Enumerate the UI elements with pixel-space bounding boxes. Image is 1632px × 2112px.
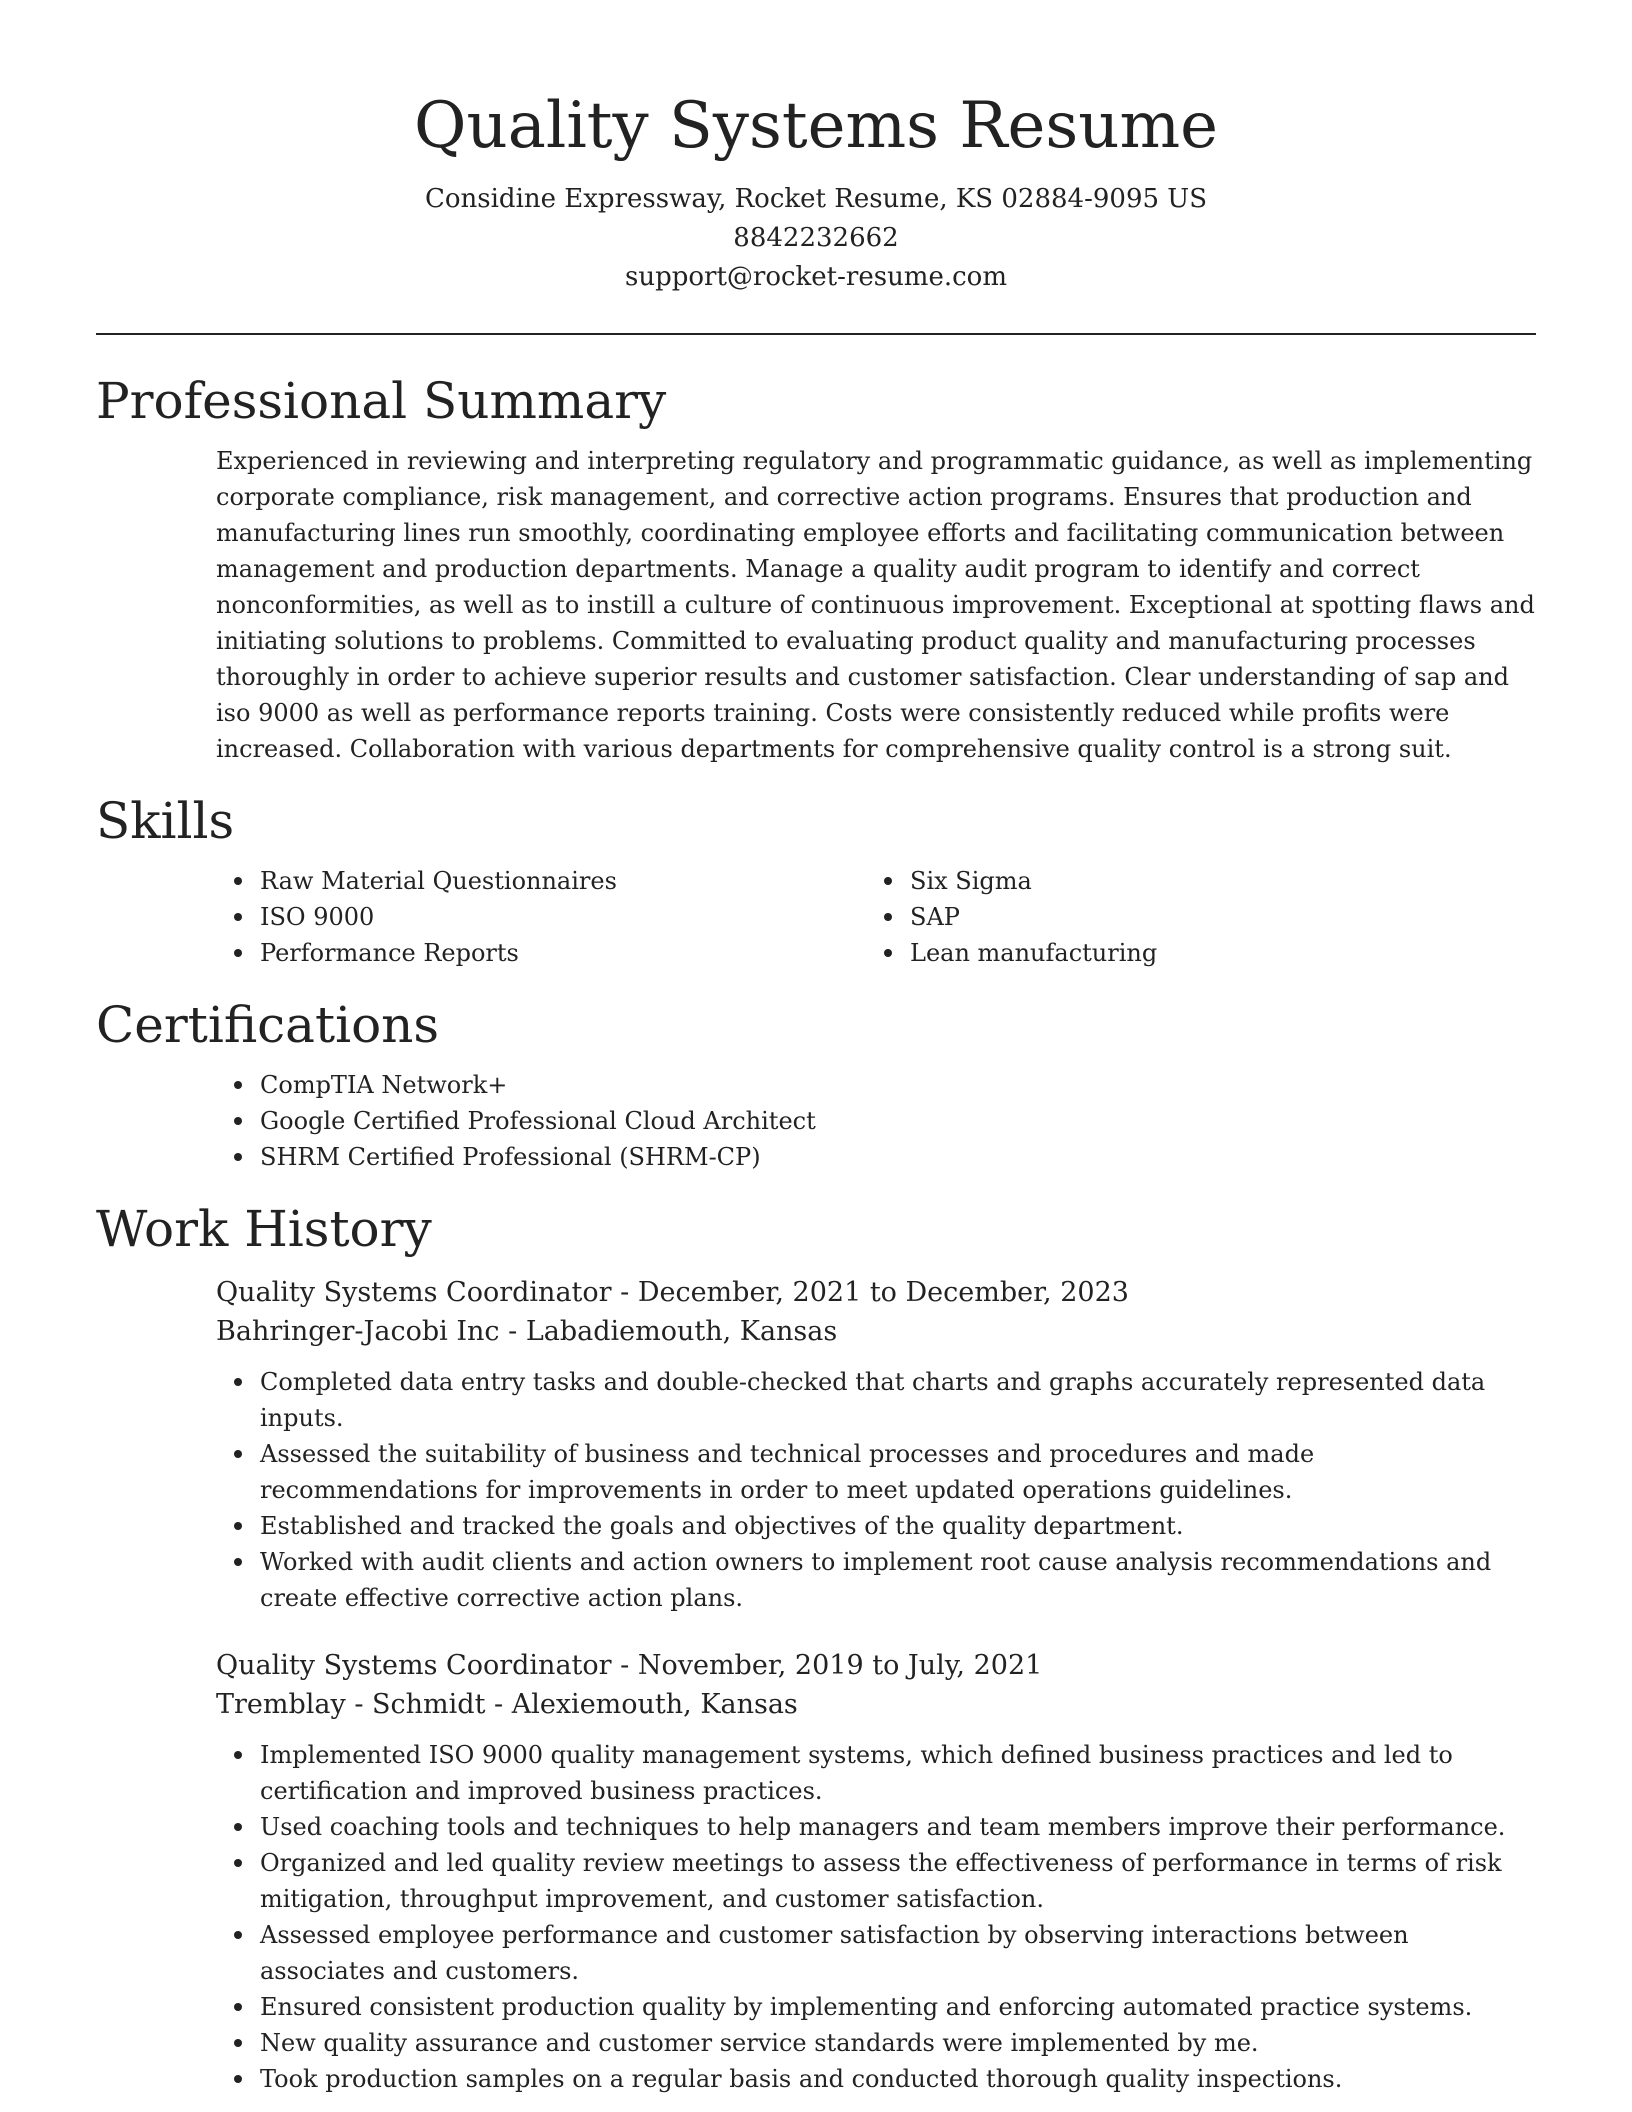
job-company-line: Bahringer-Jacobi Inc - Labadiemouth, Kansas — [216, 1316, 838, 1347]
work-history-heading: Work History — [96, 1200, 432, 1258]
job-title-line: Quality Systems Coordinator - November, 2019 to July, 2021 — [216, 1650, 1043, 1681]
skill-item: Lean manufacturing — [866, 935, 1516, 971]
phone-number: 8842232662 — [733, 223, 899, 253]
header-divider — [96, 333, 1536, 335]
job-bullet: Ensured consistent production quality by implementing and enforcing automated practice systems. — [216, 1989, 1536, 2025]
skills-column-left — [216, 863, 866, 971]
job-bullets — [216, 1737, 1536, 2097]
job-bullet: Assessed the suitability of business and technical processes and procedures and made recommendations for improvements in order to meet updated operations guidelines. — [216, 1436, 1536, 1508]
skill-item: Performance Reports — [216, 935, 866, 971]
job-bullets — [216, 1364, 1536, 1616]
job-bullet: Used coaching tools and techniques to help managers and team members improve their performance. — [216, 1809, 1536, 1845]
certifications-heading: Certifications — [96, 996, 440, 1054]
skill-item: SAP — [866, 899, 1516, 935]
resume-header — [96, 0, 1536, 297]
skill-item: Raw Material Questionnaires — [216, 863, 866, 899]
skill-item: Six Sigma — [866, 863, 1516, 899]
resume-title: Quality Systems Resume — [414, 89, 1218, 163]
job-bullet: New quality assurance and customer service standards were implemented by me. — [216, 2025, 1536, 2061]
job-bullet: Implemented ISO 9000 quality management systems, which defined business practices and led to certification and improved business practices. — [216, 1737, 1536, 1809]
job-company-line: Tremblay - Schmidt - Alexiemouth, Kansas — [216, 1689, 798, 1720]
job-bullet: Completed data entry tasks and double-checked that charts and graphs accurately represented data inputs. — [216, 1364, 1536, 1436]
skill-item: ISO 9000 — [216, 899, 866, 935]
job-entry — [216, 1646, 1536, 2097]
certification-item: CompTIA Network+ — [216, 1067, 1536, 1103]
job-title-line: Quality Systems Coordinator - December, 2021 to December, 2023 — [216, 1277, 1129, 1308]
summary-heading: Professional Summary — [96, 372, 667, 430]
skills-grid — [216, 863, 1536, 971]
job-bullet: Organized and led quality review meetings to assess the effectiveness of performance in terms of risk mitigation, throughput improvement, and customer satisfaction. — [216, 1845, 1536, 1917]
skills-column-right — [866, 863, 1516, 971]
certification-item: Google Certified Professional Cloud Architect — [216, 1103, 1536, 1139]
job-bullet: Took production samples on a regular basis and conducted thorough quality inspections. — [216, 2061, 1536, 2097]
certification-item: SHRM Certified Professional (SHRM-CP) — [216, 1139, 1536, 1175]
email-address: support@rocket-resume.com — [624, 262, 1007, 292]
summary-text: Experienced in reviewing and interpreting regulatory and programmatic guidance, as well as implementing corporate compliance, risk management, and corrective action programs. Ensures that production and manufacturing lines run smoothly, coordinating employee efforts and facilitating communication between management and production departments. Manage a quality audit program to identify and correct nonconformities, as well as to instill a culture of continuous improvement. Exceptional at spotting flaws and initiating solutions to problems. Committed to evaluating product quality and manufacturing processes thoroughly in order to achieve superior results and customer satisfaction. Clear understanding of sap and iso 9000 as well as performance reports training. Costs were consistently reduced while profits were increased. Collaboration with various departments for comprehensive quality control is a strong suit. — [216, 447, 1535, 763]
certifications-list — [216, 1067, 1536, 1175]
job-bullet: Assessed employee performance and customer satisfaction by observing interactions between associates and customers. — [216, 1917, 1536, 1989]
job-bullet: Worked with audit clients and action owners to implement root cause analysis recommendations and create effective corrective action plans. — [216, 1544, 1536, 1616]
job-bullet: Established and tracked the goals and objectives of the quality department. — [216, 1508, 1536, 1544]
address: Considine Expressway, Rocket Resume, KS 02884-9095 US — [424, 184, 1208, 214]
skills-heading: Skills — [96, 792, 235, 850]
job-entry — [216, 1273, 1536, 1616]
